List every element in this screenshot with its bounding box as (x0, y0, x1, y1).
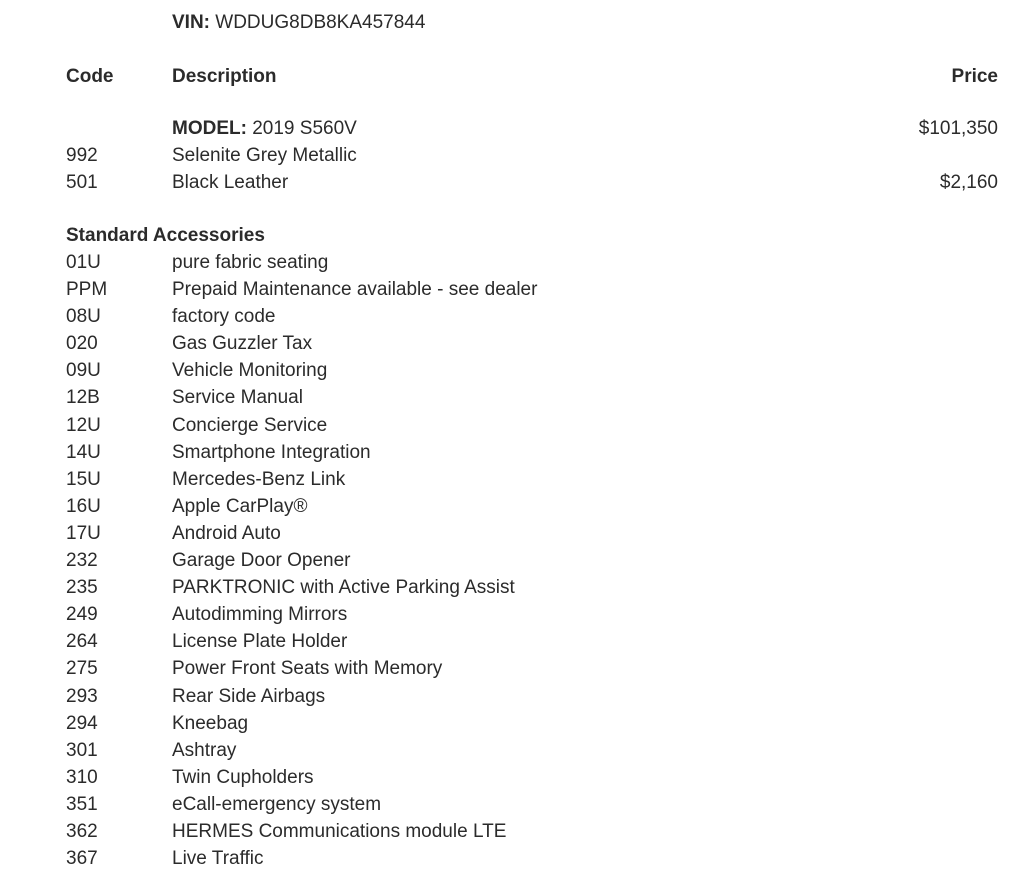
accessory-code: 09U (66, 360, 101, 382)
standard-accessories-title: Standard Accessories (66, 225, 265, 246)
accessory-code: 310 (66, 766, 98, 788)
accessory-description: Kneebag (172, 712, 249, 734)
accessory-description: Gas Guzzler Tax (172, 333, 313, 355)
accessory-row (0, 574, 1024, 601)
accessory-code: 367 (66, 848, 98, 870)
column-header-description: Description (172, 66, 277, 87)
accessory-description: Apple CarPlay® (172, 495, 308, 517)
accessory-row (0, 818, 1024, 845)
accessory-description: HERMES Communications module LTE (172, 820, 507, 842)
accessory-code: 235 (66, 577, 98, 599)
accessory-description: Android Auto (172, 522, 281, 544)
accessory-description: License Plate Holder (172, 631, 348, 653)
accessory-row (0, 683, 1024, 710)
model-value: 2019 S560V (252, 118, 357, 139)
accessory-row (0, 764, 1024, 791)
option-description: Black Leather (172, 172, 289, 193)
accessory-description: Rear Side Airbags (172, 685, 326, 707)
accessory-code: 17U (66, 522, 101, 544)
accessory-row (0, 845, 1024, 872)
accessory-description: Garage Door Opener (172, 550, 351, 572)
column-header-code: Code (66, 66, 114, 87)
accessory-row (0, 791, 1024, 818)
column-header-price: Price (951, 66, 998, 87)
accessory-row (0, 330, 1024, 357)
standard-accessories-list (0, 249, 1024, 872)
accessory-row (0, 520, 1024, 547)
accessory-code: 020 (66, 333, 98, 355)
accessory-code: 08U (66, 306, 101, 328)
accessory-row (0, 439, 1024, 466)
accessory-code: 15U (66, 468, 101, 490)
accessory-description: Twin Cupholders (172, 766, 314, 788)
accessory-description: eCall-emergency system (172, 793, 382, 815)
model-description (172, 115, 357, 142)
accessory-description: Prepaid Maintenance available - see dealer (172, 279, 538, 301)
option-code: 501 (66, 172, 98, 193)
accessory-description: Vehicle Monitoring (172, 360, 328, 382)
accessory-code: 12U (66, 414, 101, 436)
accessory-row (0, 547, 1024, 574)
accessory-row (0, 601, 1024, 628)
accessory-code: 293 (66, 685, 98, 707)
accessory-code: 351 (66, 793, 98, 815)
accessory-row (0, 303, 1024, 330)
option-row (0, 169, 1024, 196)
option-price: $2,160 (939, 172, 998, 193)
accessory-row (0, 710, 1024, 737)
accessory-description: Concierge Service (172, 414, 328, 436)
accessory-row (0, 249, 1024, 276)
accessory-row (0, 655, 1024, 682)
accessory-row (0, 276, 1024, 303)
accessory-description: Ashtray (172, 739, 237, 761)
accessory-code: 275 (66, 658, 98, 680)
accessory-code: 14U (66, 441, 101, 463)
model-label: MODEL: (172, 118, 247, 139)
accessory-row (0, 493, 1024, 520)
accessory-code: 01U (66, 252, 101, 273)
accessory-description: Smartphone Integration (172, 441, 371, 463)
accessory-row (0, 384, 1024, 411)
accessory-description: PARKTRONIC with Active Parking Assist (172, 577, 515, 599)
option-row (0, 142, 1024, 169)
model-row (0, 115, 1024, 142)
accessory-code: 264 (66, 631, 98, 653)
vin-line (172, 11, 425, 35)
accessory-row (0, 628, 1024, 655)
accessory-code: 249 (66, 604, 98, 626)
accessory-description: Live Traffic (172, 848, 264, 870)
accessory-row (0, 357, 1024, 384)
accessory-description: Power Front Seats with Memory (172, 658, 443, 680)
option-description: Selenite Grey Metallic (172, 145, 357, 166)
accessory-code: 301 (66, 739, 98, 761)
accessory-code: 362 (66, 820, 98, 842)
vin-label: VIN: (172, 12, 210, 33)
accessory-row (0, 412, 1024, 439)
option-code: 992 (66, 145, 98, 166)
accessory-description: pure fabric seating (172, 252, 329, 273)
accessory-code: 294 (66, 712, 98, 734)
accessory-description: Autodimming Mirrors (172, 604, 348, 626)
accessory-code: 12B (66, 387, 100, 409)
accessory-description: factory code (172, 306, 276, 328)
accessory-code: 232 (66, 550, 98, 572)
accessory-row (0, 737, 1024, 764)
accessory-description: Service Manual (172, 387, 303, 409)
accessory-row (0, 466, 1024, 493)
model-price: $101,350 (918, 118, 998, 139)
accessory-description: Mercedes-Benz Link (172, 468, 346, 490)
accessory-code: PPM (66, 279, 108, 301)
vin-value: WDDUG8DB8KA457844 (215, 12, 426, 33)
accessory-code: 16U (66, 495, 101, 517)
